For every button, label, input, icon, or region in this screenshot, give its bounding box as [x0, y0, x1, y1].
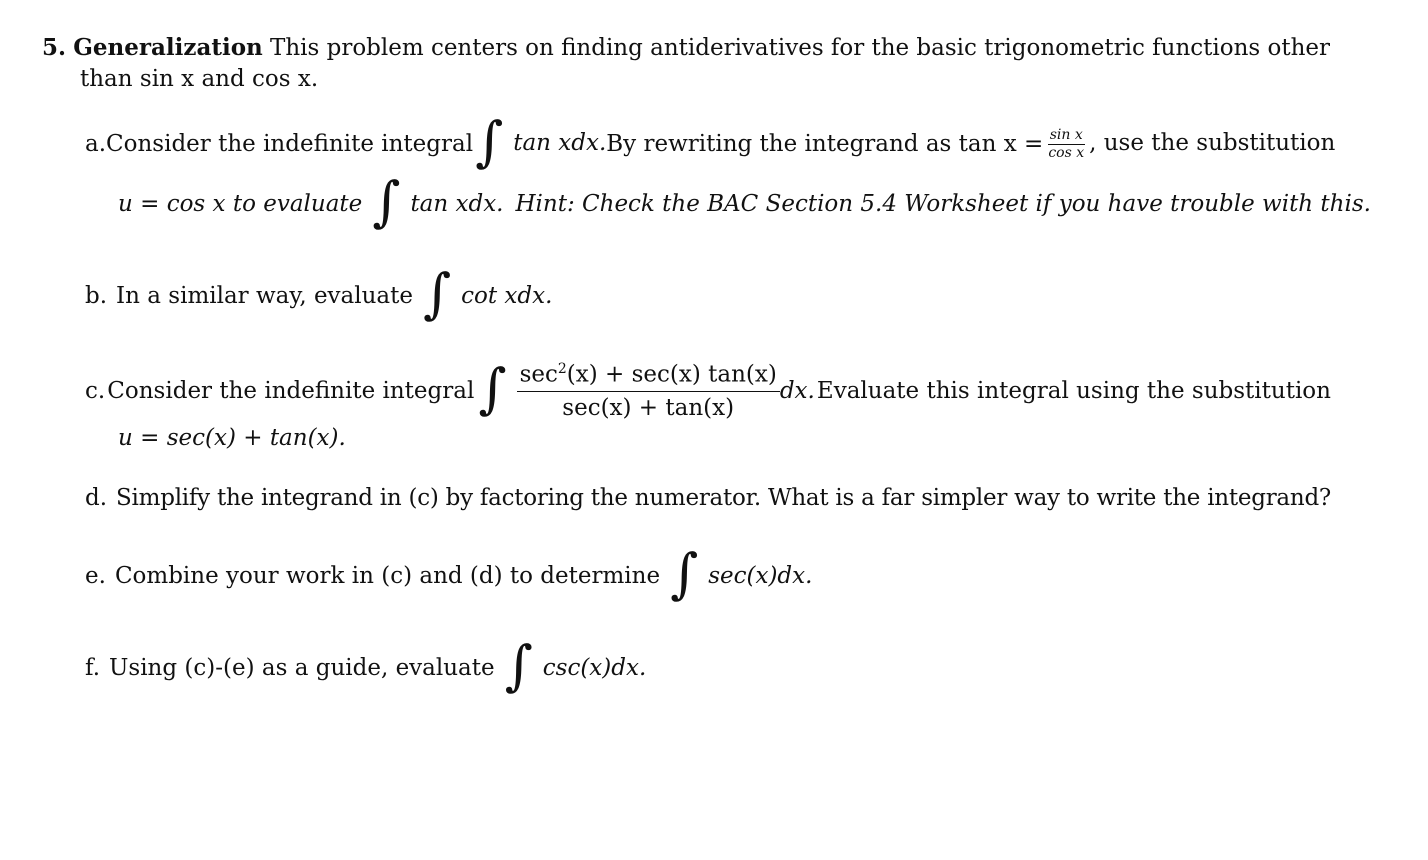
integral-sign-icon: ∫: [504, 634, 533, 697]
intro-word: basic: [916, 34, 977, 61]
part-d: [85, 485, 1331, 511]
part-c-integral: [476, 357, 815, 422]
part-c-text1: Consider the indefinite integral: [107, 378, 475, 404]
intro-word: antiderivatives: [650, 34, 824, 61]
part-a-line2-text: u = cos x to evaluate: [118, 191, 363, 217]
part-c-line2: u = sec(x) + tan(x).: [118, 425, 346, 451]
integral-sign-icon: ∫: [475, 110, 504, 173]
part-a-line1: [85, 110, 1336, 174]
part-a-frac-num: sin x: [1049, 126, 1083, 143]
intro-word: the: [871, 34, 910, 61]
intro-word: other: [1267, 34, 1330, 61]
part-f-label: f.: [85, 655, 101, 681]
integral-sign-icon: ∫: [423, 262, 452, 325]
problem-heading: [42, 34, 1330, 61]
part-d-label: d.: [85, 485, 108, 511]
part-a-integrand: tan xdx.: [513, 130, 607, 156]
part-e-label: e.: [85, 563, 106, 589]
integral-sign-icon: ∫: [670, 542, 699, 605]
part-a-label: a.: [85, 131, 107, 157]
intro-word: finding: [561, 34, 643, 61]
part-c-denominator: sec(x) + tan(x): [562, 394, 735, 421]
part-c-num-sec: sec: [519, 361, 558, 388]
part-e-integrand: sec(x)dx.: [708, 563, 813, 589]
part-a-integral: [473, 110, 607, 173]
integral-sign-icon: ∫: [478, 357, 507, 420]
part-c-text2: Evaluate this integral using the substitution: [816, 378, 1331, 404]
intro-word: centers: [430, 34, 518, 61]
part-b-integrand: cot xdx.: [461, 283, 553, 309]
problem-title: Generalization: [73, 34, 263, 61]
part-d-text: Simplify the integrand in (c) by factoring the numerator. What is a far simpler way to write the integrand?: [116, 485, 1332, 511]
problem-intro-continued: than sin x and cos x.: [80, 66, 319, 92]
part-f: [85, 634, 647, 698]
intro-word: functions: [1152, 34, 1261, 61]
part-f-integrand: csc(x)dx.: [542, 655, 647, 681]
part-a-fraction: [1046, 128, 1086, 160]
part-c-num-rest: (x) + sec(x) tan(x): [566, 361, 777, 388]
part-e: [85, 542, 813, 606]
part-a-line2: [118, 170, 1371, 234]
part-b: [85, 262, 553, 326]
part-a-line2-integrand: tan xdx.: [410, 191, 504, 217]
part-a-frac-den: cos x: [1048, 144, 1085, 161]
part-c-label: c.: [85, 378, 106, 404]
intro-word: This: [270, 34, 320, 61]
part-e-text: Combine your work in (c) and (d) to determine: [114, 563, 661, 589]
part-c-numerator: [517, 361, 780, 392]
part-a-hint: Hint: Check the BAC Section 5.4 Worksheet if you have trouble with this.: [515, 191, 1371, 217]
part-a-text3: , use the substitution: [1089, 130, 1336, 156]
part-a-text2: By rewriting the integrand as tan x =: [606, 131, 1044, 157]
part-c-num-exp: 2: [557, 360, 567, 377]
integral-sign-icon: ∫: [372, 170, 401, 233]
part-a-text1: Consider the indefinite integral: [106, 131, 474, 157]
part-b-label: b.: [85, 283, 108, 309]
intro-word: trigonometric: [984, 34, 1145, 61]
part-c-fraction: [517, 361, 780, 422]
part-f-text: Using (c)-(e) as a guide, evaluate: [109, 655, 495, 681]
part-c-dx: dx.: [779, 378, 815, 404]
intro-word: problem: [326, 34, 424, 61]
part-b-text: In a similar way, evaluate: [116, 283, 413, 309]
part-a-fraction-wrap: [1043, 128, 1335, 160]
part-c-line1: [85, 358, 1331, 424]
intro-word: on: [525, 34, 554, 61]
intro-word: for: [830, 34, 865, 61]
problem-number: 5.: [42, 34, 67, 61]
